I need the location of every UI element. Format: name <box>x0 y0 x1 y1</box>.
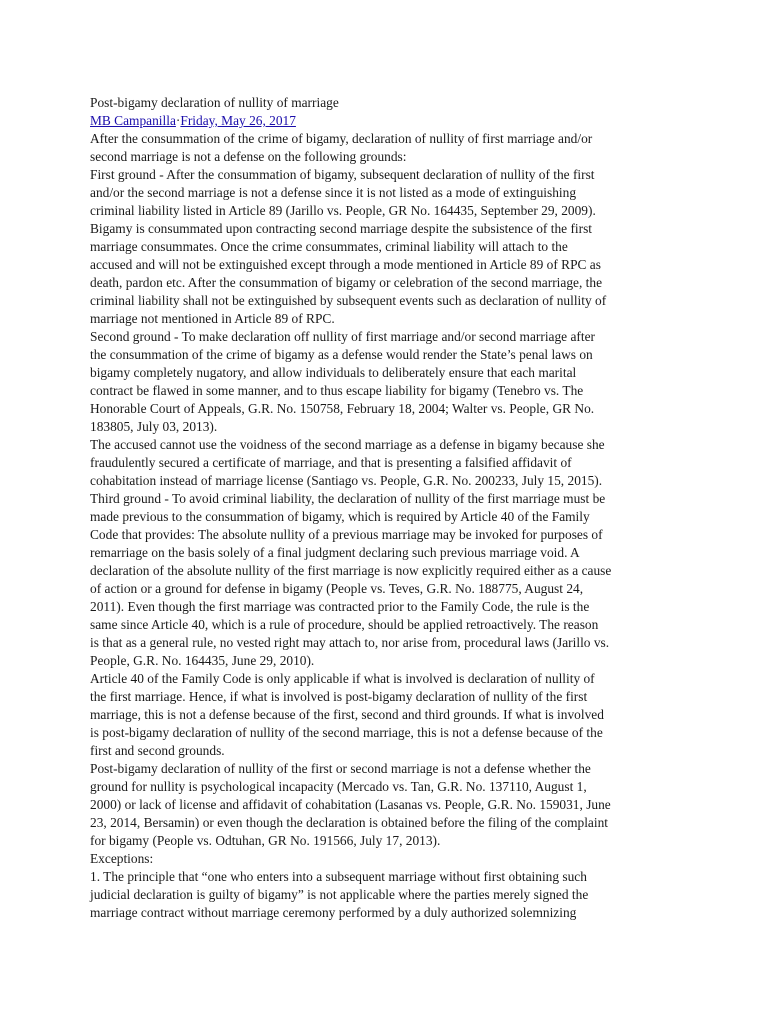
body-line: criminal liability listed in Article 89 (Jarillo vs. People, GR No. 164435, September 29, 2009). <box>90 203 596 218</box>
body-line: of action or a ground for defense in bigamy (People vs. Teves, G.R. No. 188775, August 24, <box>90 581 584 596</box>
byline <box>90 112 686 130</box>
body-line: 1. The principle that “one who enters into a subsequent marriage without first obtaining such <box>90 869 587 884</box>
body-line: 23, 2014, Bersamin) or even though the declaration is obtained before the filing of the complaint <box>90 815 608 830</box>
body-line: accused and will not be extinguished except through a mode mentioned in Article 89 of RPC as <box>90 257 601 272</box>
body-line: First ground - After the consummation of bigamy, subsequent declaration of nullity of the first <box>90 167 595 182</box>
body-line: is that as a general rule, no vested right may attach to, nor arise from, procedural laws (Jarillo vs. <box>90 635 610 650</box>
body-line: is post-bigamy declaration of nullity of the second marriage, this is not a defense because of the <box>90 725 603 740</box>
body-line: Article 40 of the Family Code is only applicable if what is involved is declaration of nullity of <box>90 671 595 686</box>
body-line: second marriage is not a defense on the following grounds: <box>90 149 407 164</box>
body-line: Exceptions: <box>90 851 154 866</box>
body-line: contract be flawed in some manner, and to thus escape liability for bigamy (Tenebro vs. The <box>90 383 584 398</box>
document-title: Post-bigamy declaration of nullity of marriage <box>90 95 339 110</box>
body-line: made previous to the consummation of bigamy, which is required by Article 40 of the Family <box>90 509 590 524</box>
body-line: 2011). Even though the first marriage was contracted prior to the Family Code, the rule is the <box>90 599 590 614</box>
document-body <box>90 130 686 922</box>
body-line: judicial declaration is guilty of bigamy” is not applicable where the parties merely signed the <box>90 887 589 902</box>
body-line: People, G.R. No. 164435, June 29, 2010). <box>90 653 315 668</box>
body-line: Post-bigamy declaration of nullity of the first or second marriage is not a defense whether the <box>90 761 591 776</box>
body-line: bigamy completely nugatory, and allow individuals to deliberately ensure that each marital <box>90 365 577 380</box>
body-line: same since Article 40, which is a rule of procedure, should be applied retroactively. The reason <box>90 617 599 632</box>
body-line: the first marriage. Hence, if what is involved is post-bigamy declaration of nullity of the first <box>90 689 588 704</box>
body-line: marriage consummates. Once the crime consummates, criminal liability will attach to the <box>90 239 568 254</box>
body-line: Third ground - To avoid criminal liability, the declaration of nullity of the first marriage must be <box>90 491 606 506</box>
body-line: the consummation of the crime of bigamy as a defense would render the State’s penal laws on <box>90 347 593 362</box>
byline-separator: · <box>175 113 181 128</box>
body-line: first and second grounds. <box>90 743 225 758</box>
body-line: 2000) or lack of license and affidavit of cohabitation (Lasanas vs. People, G.R. No. 159031, June <box>90 797 611 812</box>
body-line: criminal liability shall not be extinguished by subsequent events such as declaration of nullity of <box>90 293 607 308</box>
body-line: marriage, this is not a defense because of the first, second and third grounds. If what is involved <box>90 707 604 722</box>
author-link[interactable]: MB Campanilla <box>90 113 176 128</box>
body-line: fraudulently secured a certificate of marriage, and that is presenting a falsified affidavit of <box>90 455 572 470</box>
body-line: remarriage on the basis solely of a final judgment declaring such previous marriage void. A <box>90 545 580 560</box>
body-line: The accused cannot use the voidness of the second marriage as a defense in bigamy because she <box>90 437 605 452</box>
body-line: declaration of the absolute nullity of the first marriage is now explicitly required either as a cause <box>90 563 612 578</box>
date-link[interactable]: Friday, May 26, 2017 <box>180 113 296 128</box>
body-line: marriage not mentioned in Article 89 of RPC. <box>90 311 335 326</box>
body-line: Honorable Court of Appeals, G.R. No. 150758, February 18, 2004; Walter vs. People, GR No. <box>90 401 595 416</box>
body-line: marriage contract without marriage ceremony performed by a duly authorized solemnizing <box>90 905 577 920</box>
body-line: 183805, July 03, 2013). <box>90 419 218 434</box>
body-line: for bigamy (People vs. Odtuhan, GR No. 191566, July 17, 2013). <box>90 833 441 848</box>
body-line: Second ground - To make declaration off nullity of first marriage and/or second marriage after <box>90 329 595 344</box>
body-line: Code that provides: The absolute nullity of a previous marriage may be invoked for purposes of <box>90 527 603 542</box>
body-line: Bigamy is consummated upon contracting second marriage despite the subsistence of the first <box>90 221 593 236</box>
body-line: After the consummation of the crime of bigamy, declaration of nullity of first marriage and/or <box>90 131 593 146</box>
document-page <box>90 94 686 922</box>
body-line: cohabitation instead of marriage license (Santiago vs. People, G.R. No. 200233, July 15, 2015). <box>90 473 603 488</box>
body-line: and/or the second marriage is not a defense since it is not listed as a mode of extinguishing <box>90 185 577 200</box>
body-line: death, pardon etc. After the consummation of bigamy or celebration of the second marriage, the <box>90 275 603 290</box>
body-line: ground for nullity is psychological incapacity (Mercado vs. Tan, G.R. No. 137110, August 1, <box>90 779 587 794</box>
